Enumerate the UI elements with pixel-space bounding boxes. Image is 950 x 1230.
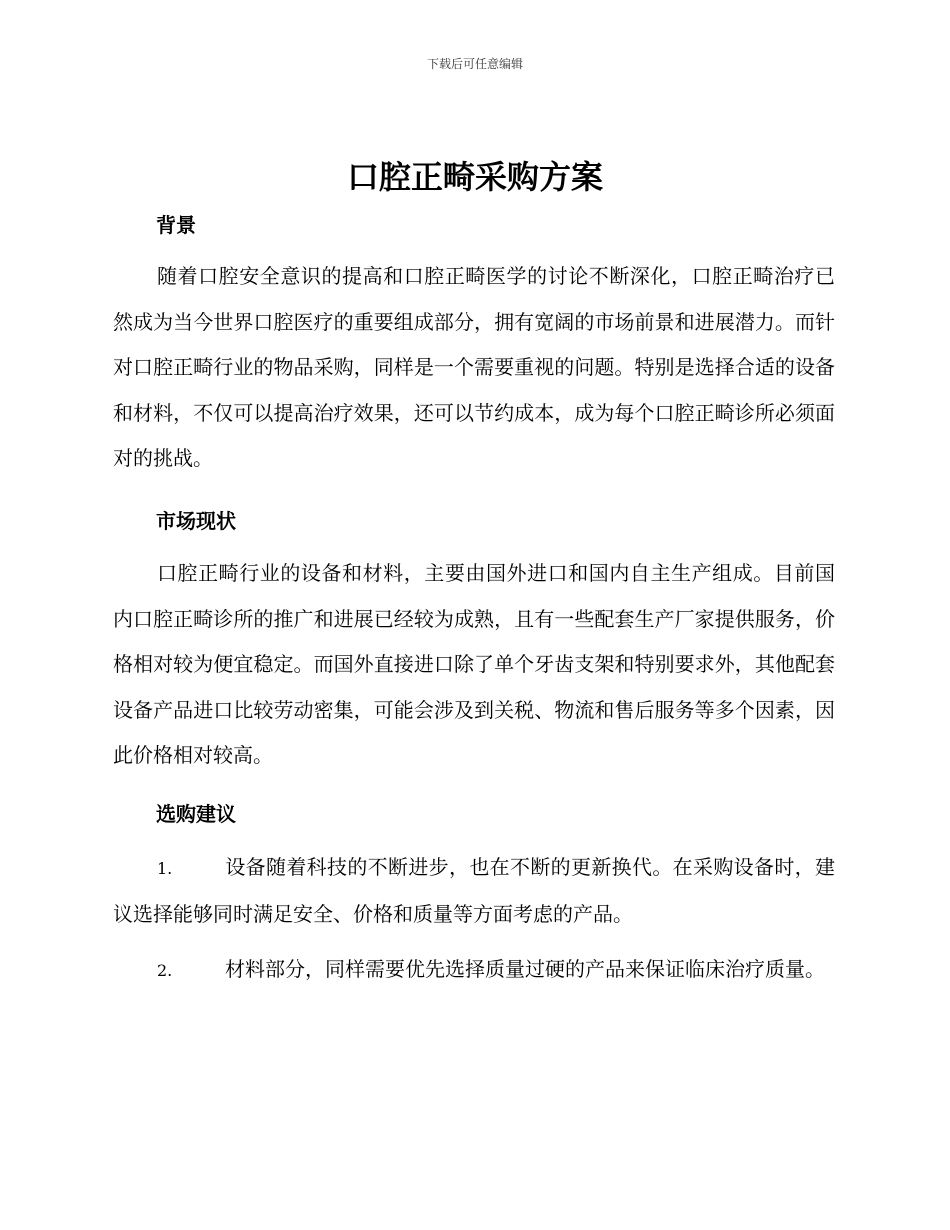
- section-heading-market: 市场现状: [156, 509, 236, 533]
- list-item: [113, 845, 835, 937]
- header-note: 下载后可任意编辑: [426, 57, 523, 71]
- list-item-text: 材料部分，同样需要优先选择质量过硬的产品来保证临床治疗质量。: [225, 957, 825, 981]
- section-heading-background: 背景: [156, 213, 196, 237]
- section-paragraph-background: 随着口腔安全意识的提高和口腔正畸医学的讨论不断深化，口腔正畸治疗已然成为当今世界口腔医疗的重要组成部分，拥有宽阔的市场前景和进展潜力。而针对口腔正畸行业的物品采购，同样是一个需要重视的问题。特别是选择合适的设备和材料，不仅可以提高治疗效果，还可以节约成本，成为每个口腔正畸诊所必须面对的挑战。: [113, 264, 835, 471]
- section-paragraph-market: 口腔正畸行业的设备和材料，主要由国外进口和国内自主生产组成。目前国内口腔正畸诊所的推广和进展已经较为成熟，且有一些配套生产厂家提供服务，价格相对较为便宜稳定。而国外直接进口除了单个牙齿支架和特别要求外，其他配套设备产品进口比较劳动密集，可能会涉及到关税、物流和售后服务等多个因素，因此价格相对较高。: [113, 561, 835, 768]
- list-item: [113, 947, 835, 994]
- section-heading-suggestions: 选购建议: [156, 802, 236, 826]
- document-title: 口腔正畸采购方案: [346, 158, 603, 196]
- list-item-text: 设备随着科技的不断进步，也在不断的更新换代。在采购设备时，建议选择能够同时满足安全、价格和质量等方面考虑的产品。: [113, 855, 835, 926]
- list-item-number: 2.: [157, 961, 173, 980]
- list-item-number: 1.: [157, 859, 173, 878]
